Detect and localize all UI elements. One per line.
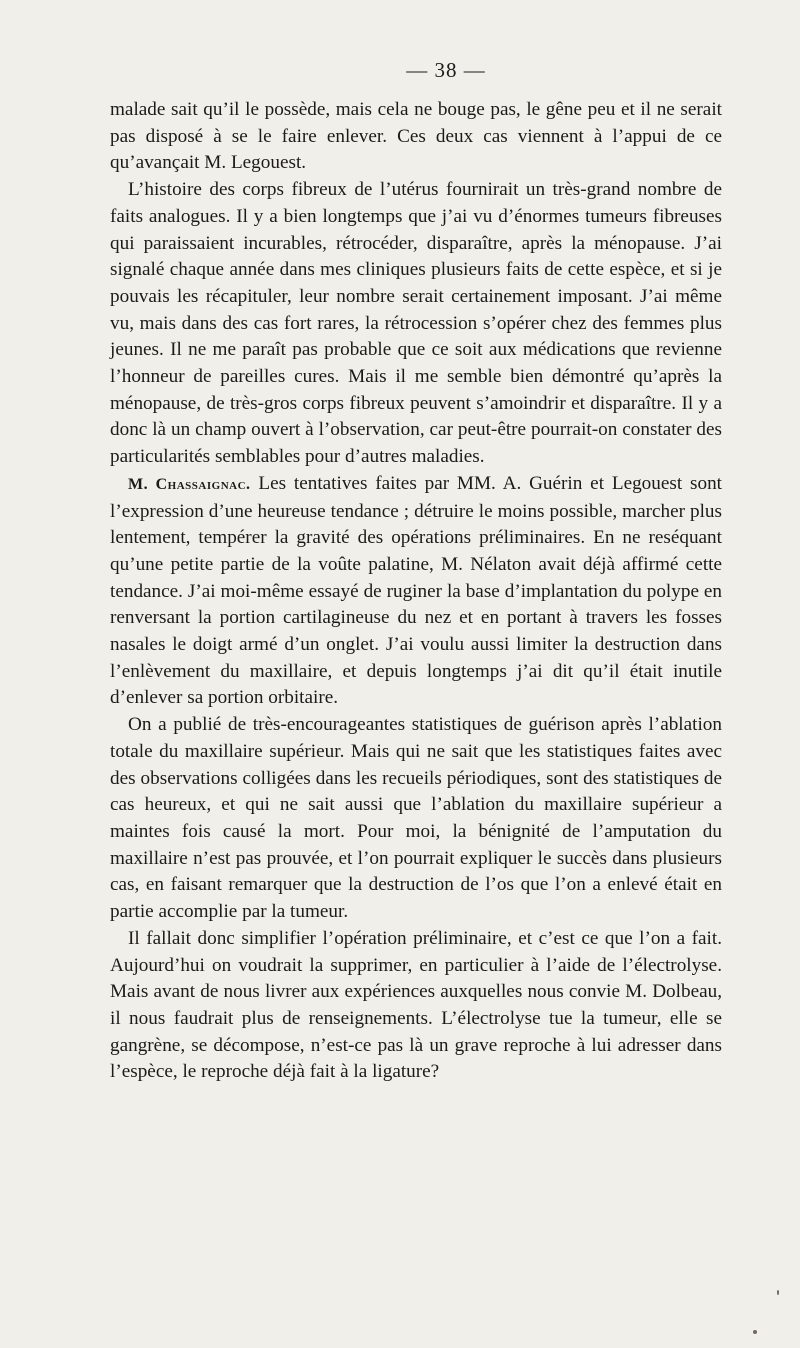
body-text (110, 97, 722, 1086)
page-number: — 38 — (406, 58, 486, 82)
paragraph-3 (110, 471, 722, 712)
paper-speck (777, 1290, 779, 1295)
paragraph-5: Il fallait donc simplifier l’opération préliminaire, et c’est ce que l’on a fait. Aujourd’hui on voudrait la supprimer, en particulier à l’aide de l’électrolyse. Mais avant de nous livrer aux expériences auxquelles nous convie M. Dolbeau, il nous faudrait plus de renseignements. L’électrolyse tue la tumeur, elle se gangrène, se décompose, n’est-ce pas là un grave reproche à lui adresser dans l’espèce, le reproche déjà fait à la ligature? (110, 927, 722, 1083)
paragraph-4: On a publié de très-encourageantes statistiques de guérison après l’ablation totale du maxillaire supérieur. Mais qui ne sait que les statistiques faites avec des observations colligées dans les recueils périodiques, sont des statistiques de cas heureux, et qui ne sait aussi que l’ablation du maxillaire supérieur a maintes fois causé la mort. Pour moi, la bénignité de l’amputation du maxillaire n’est pas prouvée, et l’on pourrait expliquer le succès dans plusieurs cas, en faisant remarquer que la destruction de l’os que l’on a enlevé était en partie accomplie par la tumeur. (110, 714, 722, 923)
paragraph-2: L’histoire des corps fibreux de l’utérus fournirait un très-grand nombre de faits analogues. Il y a bien longtemps que j’ai vu d’énormes tumeurs fibreuses qui paraissaient incurables, rétrocéder, disparaître, après la ménopause. J’ai signalé chaque année dans mes cliniques plusieurs faits de cette espèce, et si je pouvais les récapituler, leur nombre serait certainement imposant. J’ai même vu, mais dans des cas fort rares, la rétrocession s’opérer chez des femmes plus jeunes. Il ne me paraît pas probable que ce soit aux médications que revienne l’honneur de pareilles cures. Mais il me semble bien démontré qu’après la ménopause, de très-gros corps fibreux peuvent s’amoindrir et disparaître. Il y a donc là un champ ouvert à l’observation, car peut-être pourrait-on constater des particularités semblables pour d’autres maladies. (110, 179, 722, 468)
speaker-name: M. Chassaignac. (128, 475, 251, 493)
paragraph-1: malade sait qu’il le possède, mais cela ne bouge pas, le gêne peu et il ne serait pas disposé à se le faire enlever. Ces deux cas viennent à l’appui de ce qu’avançait M. Legouest. (110, 99, 722, 174)
paragraph-3-text: Les tentatives faites par MM. A. Guérin et Legouest sont l’expression d’une heureuse tendance ; détruire le moins possible, marcher plus lentement, tempérer la gravité des opérations préliminaires. En ne reséquant qu’une petite partie de la voûte palatine, M. Nélaton avait déjà affirmé cette tendance. J’ai moi-même essayé de ruginer la base d’implantation du polype en renversant la portion cartilagineuse du nez et en portant à travers les fosses nasales le doigt armé d’un onglet. J’ai voulu aussi limiter la destruction dans l’enlèvement du maxillaire, et depuis longtemps j’ai dit qu’il était inutile d’enlever sa portion orbitaire. (110, 472, 722, 709)
paper-speck (753, 1330, 757, 1334)
